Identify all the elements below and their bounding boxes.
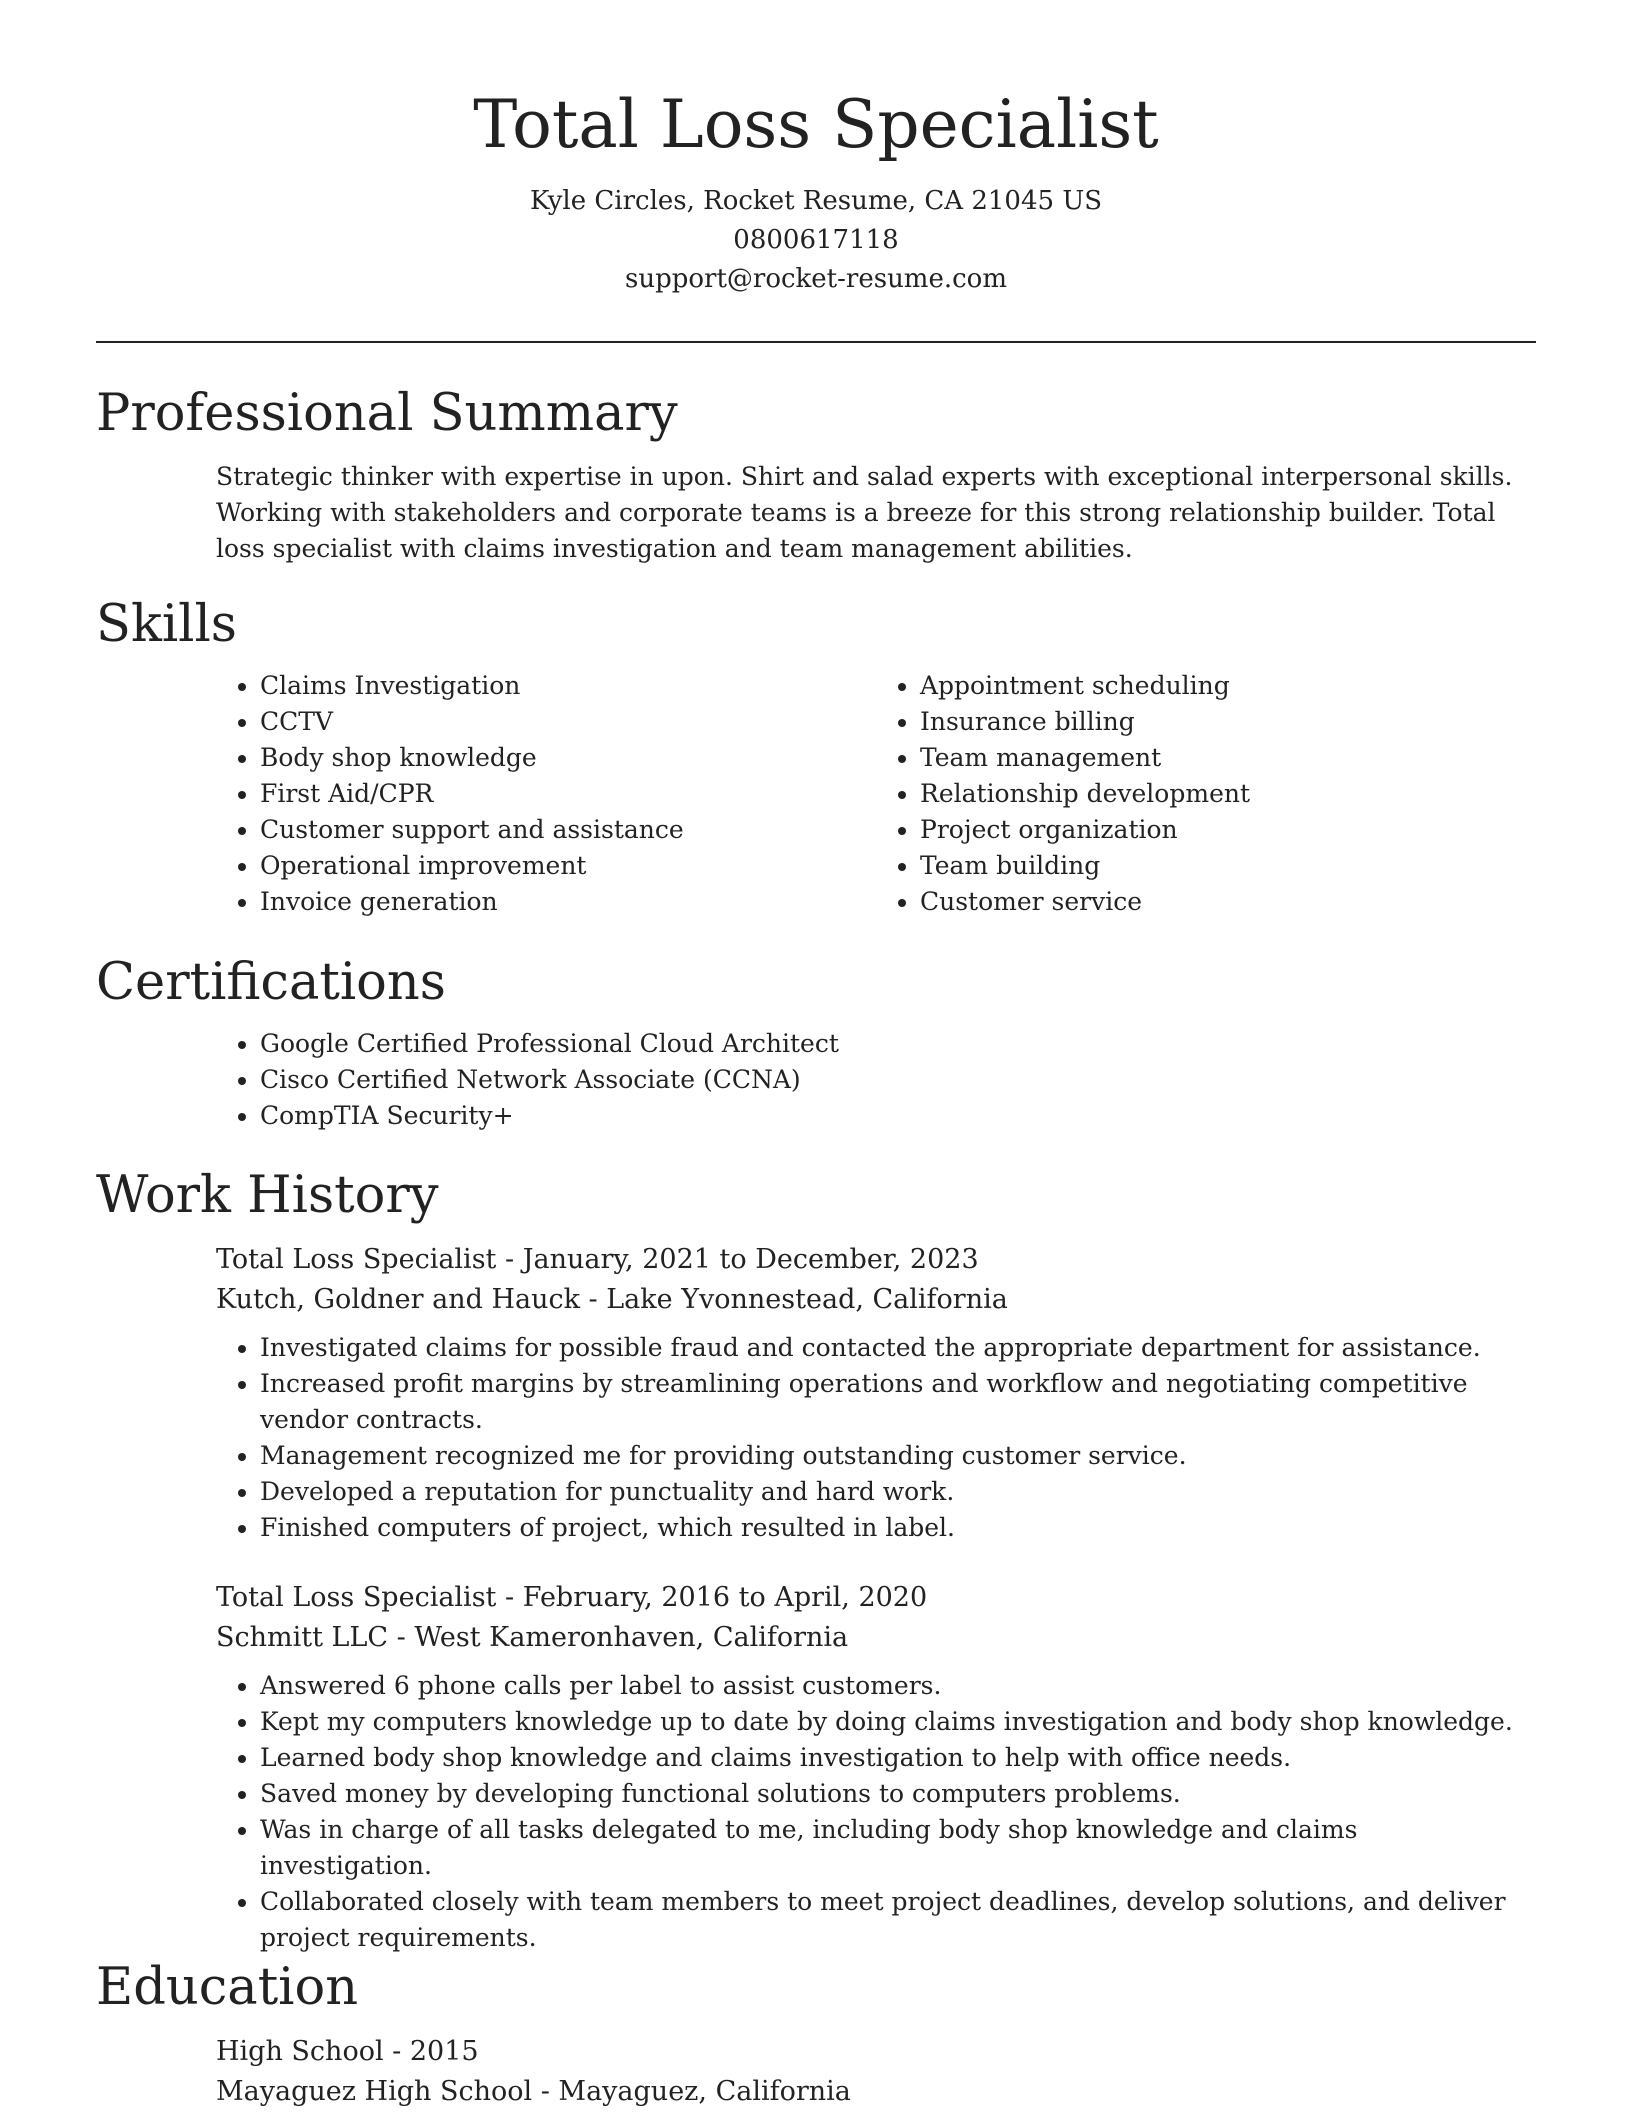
summary-text: Strategic thinker with expertise in upon. Shirt and salad experts with exceptional interpersonal skills. Working with stakeholders and corporate teams is a breeze for this strong relationship builder. Total loss specialist with claims investigation and team management abilities. [216,462,1513,563]
work-history-heading: Work History [96,1166,439,1225]
job-bullet: • Finished computers of project, which resulted in label. [260,1510,1536,1546]
job-bullet: • Was in charge of all tasks delegated to me, including body shop knowledge and claims investigation. [260,1812,1536,1884]
contact-info [96,182,1536,299]
skill-item: • Invoice generation [260,884,876,920]
skills-columns [216,668,1536,920]
education-degree-line: High School - 2015 [216,2036,479,2067]
job-company-line: Schmitt LLC - West Kameronhaven, California [216,1622,849,1653]
job-company-line: Kutch, Goldner and Hauck - Lake Yvonnestead, California [216,1284,1008,1315]
education-section [96,1958,1536,2112]
skill-item: • Team management [920,740,1536,776]
job-bullet: • Investigated claims for possible fraud and contacted the appropriate department for assistance. [260,1330,1536,1366]
education-school-line: Mayaguez High School - Mayaguez, California [216,2076,851,2107]
header-divider [96,341,1536,343]
job-title-line: Total Loss Specialist - February, 2016 to April, 2020 [216,1582,928,1613]
certification-item: • Cisco Certified Network Associate (CCNA) [260,1062,1536,1098]
skill-item: • Appointment scheduling [920,668,1536,704]
education-entry [216,2032,1536,2112]
skill-item: • Body shop knowledge [260,740,876,776]
skill-item: • Customer support and assistance [260,812,876,848]
job-entry [216,1240,1536,1546]
skill-item: • CCTV [260,704,876,740]
summary-heading: Professional Summary [96,384,678,443]
skill-item: • Customer service [920,884,1536,920]
skills-section [96,595,1536,920]
skill-item: • First Aid/CPR [260,776,876,812]
certifications-list [216,1026,1536,1134]
job-bullets [216,1330,1536,1546]
certifications-body [216,1026,1536,1134]
skills-heading: Skills [96,595,237,654]
skills-list-right [876,668,1536,920]
job-bullet: • Saved money by developing functional solutions to computers problems. [260,1776,1536,1812]
certification-item: • CompTIA Security+ [260,1098,1536,1134]
skill-item: • Project organization [920,812,1536,848]
job-bullets [216,1668,1536,1956]
certification-item: • Google Certified Professional Cloud Architect [260,1026,1536,1062]
education-heading: Education [96,1958,359,2017]
work-history-section [96,1166,1536,1956]
job-title-line: Total Loss Specialist - January, 2021 to December, 2023 [216,1244,979,1275]
job-entry [216,1578,1536,1956]
job-bullet: • Answered 6 phone calls per label to assist customers. [260,1668,1536,1704]
contact-address: Kyle Circles, Rocket Resume, CA 21045 US [529,186,1103,216]
skill-item: • Operational improvement [260,848,876,884]
job-bullet: • Kept my computers knowledge up to date by doing claims investigation and body shop knowledge. [260,1704,1536,1740]
skill-item: • Claims Investigation [260,668,876,704]
job-bullet: • Management recognized me for providing outstanding customer service. [260,1438,1536,1474]
skill-item: • Insurance billing [920,704,1536,740]
contact-phone: 0800617118 [733,225,899,255]
job-bullet: • Increased profit margins by streamlining operations and workflow and negotiating competitive vendor contracts. [260,1366,1536,1438]
job-bullet: • Learned body shop knowledge and claims investigation to help with office needs. [260,1740,1536,1776]
certifications-section [96,953,1536,1134]
resume-header [96,80,1536,299]
skill-item: • Team building [920,848,1536,884]
candidate-name: Total Loss Specialist [473,86,1159,163]
certifications-heading: Certifications [96,953,446,1012]
skills-list-left [216,668,876,920]
job-bullet: • Collaborated closely with team members to meet project deadlines, develop solutions, and deliver project requirements. [260,1884,1536,1956]
contact-email: support@rocket-resume.com [624,264,1007,294]
skill-item: • Relationship development [920,776,1536,812]
summary-section [96,384,1536,567]
job-bullet: • Developed a reputation for punctuality and hard work. [260,1474,1536,1510]
